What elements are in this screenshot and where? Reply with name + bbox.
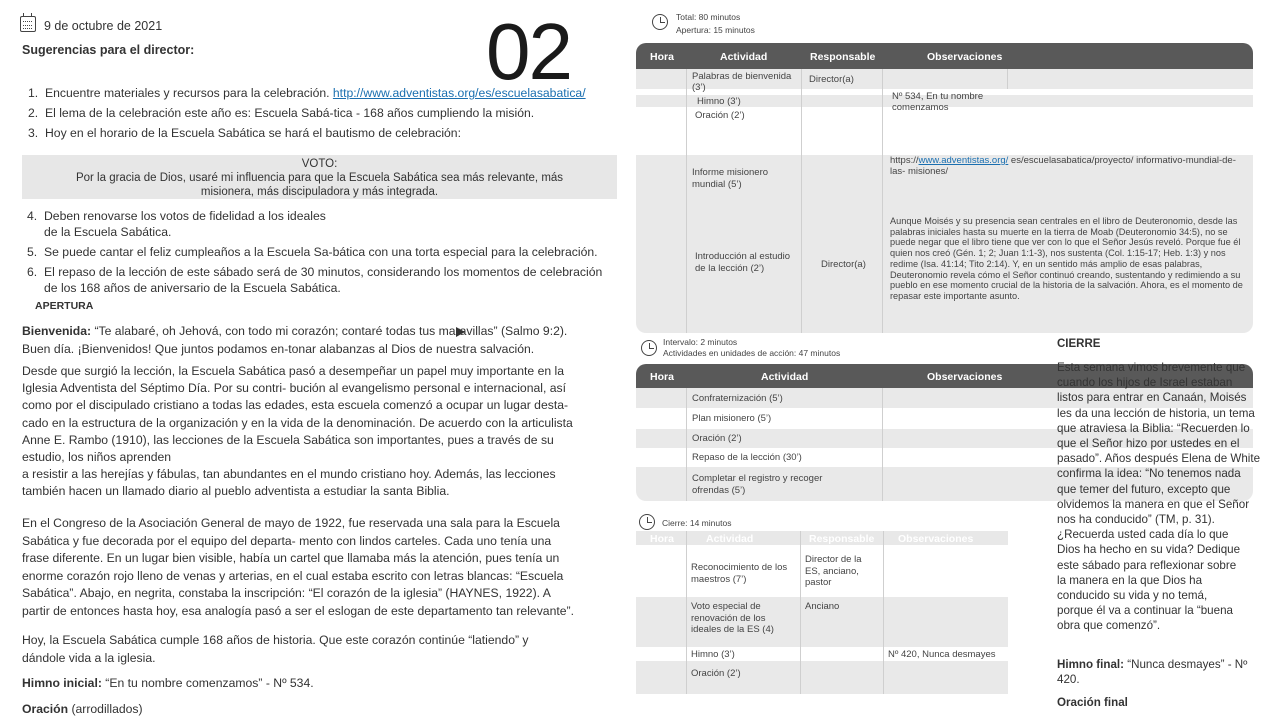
text-line: Hoy, la Escuela Sabática cumple 168 años de historia. Que este corazón continúe “latiendo” y <box>22 633 529 647</box>
list-item <box>45 85 586 101</box>
list-item: Se puede cantar el feliz cumpleaños a la Escuela Sa-bática con una torta especial para la celebración. <box>44 245 598 259</box>
text-line: Sabática”. Abajo, en negrita, constaba la inscripción: “El corazón de la iglesia” (HAYNES, 1922). A <box>22 586 551 600</box>
text-line: Anne E. Rambo (1910), las lecciones de la Escuela Sabática son importantes, pues a través de su <box>22 432 554 447</box>
list-number: 3. <box>28 126 39 140</box>
text-line: porque él va a continuar la “buena <box>1057 604 1233 618</box>
himno-inicial <box>22 675 314 691</box>
table-header <box>636 531 1008 545</box>
cierre-time: Cierre: 14 minutos <box>662 518 732 528</box>
cierre-paragraph <box>1057 360 1267 634</box>
header-hora: Hora <box>650 51 674 63</box>
page-number: 02 <box>486 7 571 96</box>
cell-observaciones: Aunque Moisés y su presencia sean centrales en el libro de Deuteronomio, desde las palabras iniciales hasta su muerte en la tierra de Moab (Deuteronomio 34:5), no se puede negar que el libro tiene que ver con lo que el Señor Jesús reveló. Porque fue él quien nos creó (Gén. 1; 2; Juan 1:1-3), nos sustenta (Col. 1:15-17; Heb. 1:3) y nos redime (Isa. 41:14; Tito 2:14). Y, en un sentido más amplio de esas palabras, Deuteronomio revela cómo el Señor continuó creando, sustentando y redimiendo a su pueblo en ese momento crucial de la historia de la salvación. Ahora, es el momento de repasar este importante asunto. <box>890 216 1243 301</box>
actividades-time: Actividades en unidades de acción: 47 minutos <box>663 348 841 358</box>
director-heading: Sugerencias para el director: <box>22 43 195 57</box>
cell-actividad: Introducción al estudio de la lección (2’) <box>695 251 791 274</box>
header-responsable: Responsable <box>810 51 876 63</box>
list-item: de la Escuela Sabática. <box>44 225 172 239</box>
cell-actividad: Oración (2’) <box>691 668 741 679</box>
text-line: pasado”. Años después Elena de White <box>1057 452 1261 466</box>
himno-final <box>1057 657 1267 687</box>
text-line: partir de entonces hasta hoy, esa analogía pasó a ser el eslogan de este departamento tan relevante”. <box>22 603 574 618</box>
cell-actividad: Palabras de bienvenida (3’) <box>692 71 792 93</box>
list-item: Deben renovarse los votos de fidelidad a los ideales <box>44 209 326 223</box>
clock-icon <box>652 14 668 30</box>
list-item: El repaso de la lección de este sábado será de 30 minutos, considerando los momentos de celebración <box>44 265 603 279</box>
list-number: 2. <box>28 106 39 120</box>
cell-actividad: Repaso de la lección (30’) <box>692 452 802 463</box>
text-line: estudio, los niños aprenden <box>22 450 172 465</box>
cell-observaciones: Nº 420, Nunca desmayes <box>888 649 996 660</box>
text-line: Sabática y fue decorada por el equipo del departa- mento con lindos carteles. Cada uno tenía una <box>22 533 552 548</box>
oracion-label: Oración <box>22 702 69 716</box>
cell-actividad: Completar el registro y recoger ofrendas (5’) <box>692 473 823 496</box>
voto-box <box>22 155 617 199</box>
list-number: 4. <box>27 209 38 223</box>
oracion-final: Oración final <box>1057 696 1128 709</box>
cell-observaciones: https://www.adventistas.org/ es/escuelasabatica/proyecto/ informativo-mundial-de-las- misiones/ <box>890 155 1236 177</box>
cierre-table <box>636 531 1008 694</box>
header-responsable: Responsable <box>809 533 875 545</box>
misiones-link[interactable]: www.adventistas.org/ <box>918 155 1009 166</box>
date-label: 9 de octubre de 2021 <box>44 19 163 33</box>
cell-actividad: Confraternización (5’) <box>692 393 783 404</box>
bienvenida-text: “Te alabaré, oh Jehová, con todo mi corazón; contaré todas tus maravillas” (Salmo 9:2). <box>94 324 568 338</box>
cierre-heading: CIERRE <box>1057 338 1101 350</box>
cell-actividad: Himno (3’) <box>697 96 741 107</box>
cell-actividad: Reconocimiento de los maestros (7’) <box>691 562 788 585</box>
text-line: ¿Recuerda usted cada día lo que <box>1057 528 1229 542</box>
total-time: Total: 80 minutos <box>676 12 741 22</box>
table-header <box>636 43 1253 69</box>
table-row <box>636 121 1253 155</box>
text-line: la manera en la que Dios ha <box>1057 573 1203 587</box>
oracion-text: (arrodillados) <box>68 702 143 716</box>
text-line: conducido su vida y no temá, <box>1057 589 1208 603</box>
text-line: Esta semana vimos brevemente que <box>1057 361 1246 374</box>
apertura-table <box>636 43 1253 333</box>
cell-responsable: Anciano <box>805 601 840 612</box>
text-line: que atraviesa la Biblia: “Recuerden lo <box>1057 421 1250 435</box>
text-line: también hacen un llamado diario al pueblo adventista a estudiar la santa Biblia. <box>22 484 450 499</box>
bienvenida-paragraph <box>22 323 622 357</box>
calendar-icon <box>20 16 36 32</box>
cell-actividad: Oración (2’) <box>692 433 742 444</box>
text-line: a resistir a las herejías y fábulas, tan abundantes en el mundo cristiano hoy. Además, las lecciones <box>22 467 556 482</box>
apertura-time: Apertura: 15 minutos <box>676 25 755 35</box>
header-observaciones: Observaciones <box>898 533 974 545</box>
header-actividad: Actividad <box>706 533 754 545</box>
oracion <box>22 701 143 717</box>
voto-line: Por la gracia de Dios, usaré mi influencia para que la Escuela Sabática sea más relevante, más <box>75 172 564 184</box>
apertura-heading: APERTURA <box>35 300 94 312</box>
text-line: Dios ha hecho en su vida? Dedique <box>1057 543 1241 557</box>
text-line: cuando los hijos de Israel estaban <box>1057 376 1233 390</box>
intervalo-time: Intervalo: 2 minutos <box>663 337 738 347</box>
today-paragraph <box>22 631 616 667</box>
resources-link[interactable]: http://www.adventistas.org/es/escuelasabatica/ <box>332 86 586 100</box>
text-line: frase diferente. En un lugar bien visible, había un cartel que llamaba más la atención, pues tenía un <box>22 551 560 565</box>
header-hora: Hora <box>650 533 674 545</box>
text-line: enorme corazón rojo lleno de venas y arterias, en el cual estaba escrito con letras blancas: “Escuela <box>22 568 564 583</box>
header-observaciones: Observaciones <box>927 51 1003 63</box>
text-line: olvidemos la manera en que el Señor <box>1057 497 1250 511</box>
header-hora: Hora <box>650 371 674 383</box>
cell-actividad: Voto especial de renovación de los ideales de la ES (4) <box>691 601 774 635</box>
list-item: Hoy en el horario de la Escuela Sabática se hará el bautismo de celebración: <box>45 126 461 140</box>
history-paragraph <box>22 363 616 501</box>
cell-responsable: Director de la ES, anciano, pastor <box>805 554 862 588</box>
cell-responsable: Director(a) <box>809 74 854 85</box>
voto-title: VOTO: <box>301 158 338 170</box>
text-line: les da una lección de historia, un tema <box>1057 406 1255 420</box>
header-actividad: Actividad <box>720 51 768 63</box>
header-actividad: Actividad <box>761 371 809 383</box>
text-line: nos ha conducido” (TM, p. 31). <box>1057 513 1215 527</box>
voto-line: misionera, más discipuladora y más integrada. <box>200 186 439 198</box>
himno-inicial-label: Himno inicial: <box>22 676 102 690</box>
list-item: de los 168 años de aniversario de la Escuela Sabática. <box>44 281 341 295</box>
list-number: 5. <box>27 245 38 259</box>
text-line: que el Señor hizo por ustedes en el <box>1057 437 1240 451</box>
himno-inicial-text: “En tu nombre comenzamos” - Nº 534. <box>101 676 314 690</box>
header-observaciones: Observaciones <box>927 371 1003 383</box>
cell-actividad: Informe misionero mundial (5’) <box>692 167 769 190</box>
cursor-icon <box>456 327 465 337</box>
text-line: Iglesia Adventista del Séptimo Día. Por su contri- bución al evangelismo personal e internacional, así <box>22 381 566 396</box>
text-line: que temer del futuro, excepto que <box>1057 482 1231 496</box>
list-item: El lema de la celebración este año es: Escuela Sabá-tica - 168 años cumpliendo la misión. <box>45 106 535 120</box>
bienvenida-label: Bienvenida: <box>22 324 92 338</box>
text-line: confirma la idea: “No tenemos nada <box>1057 467 1241 481</box>
cell-actividad: Himno (3’) <box>691 649 735 660</box>
list-number: 6. <box>27 265 38 279</box>
himno-final-label: Himno final: <box>1057 658 1124 671</box>
text-line: este sábado para reflexionar sobre <box>1057 558 1237 572</box>
bienvenida-text: Buen día. ¡Bienvenidos! Que juntos podamos en-tonar alabanzas al Dios de nuestra salvación. <box>22 342 535 356</box>
cell-observaciones: Nº 534, En tu nombre comenzamos <box>892 91 984 113</box>
clock-icon <box>641 340 657 356</box>
text-line: obra que comenzó”. <box>1057 619 1161 633</box>
congress-paragraph <box>22 515 616 620</box>
clock-icon <box>639 514 655 530</box>
text-line: dándole vida a la iglesia. <box>22 651 156 665</box>
text-line: como por el discipulado cristiano a todas las edades, esta escuela comenzó a ocupar un lugar desta- <box>22 398 569 413</box>
text-line: En el Congreso de la Asociación General de mayo de 1922, fue reservada una sala para la Escuela <box>22 516 560 530</box>
text-line: cado en la estructura de la organización y en la vida de la denominación. De acuerdo con la articulista <box>22 415 573 430</box>
text-line: listos para entrar en Canaán, Moisés <box>1057 391 1247 405</box>
cell-actividad: Plan misionero (5’) <box>692 413 772 424</box>
cell-responsable: Director(a) <box>821 259 866 270</box>
list-number: 1. <box>28 86 39 100</box>
list-item-text: Encuentre materiales y recursos para la celebración. <box>45 86 330 100</box>
cell-actividad: Oración (2’) <box>695 110 745 121</box>
himno-final-text: “Nunca desmayes” - Nº 420. <box>1057 658 1248 686</box>
text-line: Desde que surgió la lección, la Escuela Sabática pasó a desempeñar un papel muy importante en la <box>22 364 564 378</box>
